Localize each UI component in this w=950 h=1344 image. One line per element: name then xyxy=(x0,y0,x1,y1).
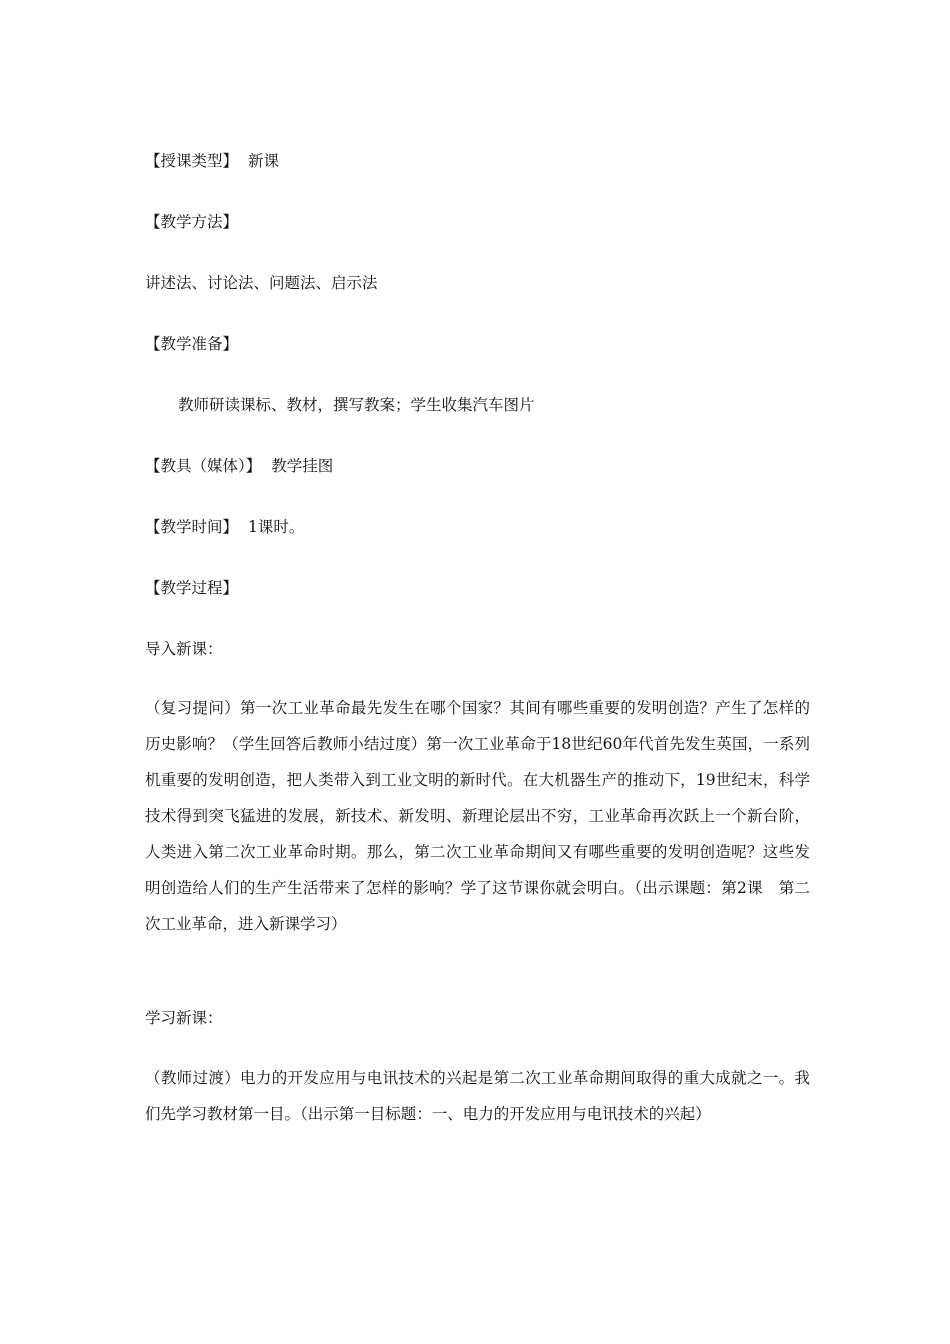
teaching-time-heading: 【教学时间】 xyxy=(145,518,239,536)
teaching-time-value: 1课时。 xyxy=(248,518,305,536)
intro-paragraph: （复习提问）第一次工业革命最先发生在哪个国家？其间有哪些重要的发明创造？产生了怎样的历史影响？（学生回答后教师小结过度）第一次工业革命于18世纪60年代首先发生英国，一系列机重要的发明创造，把人类带入到工业文明的新时代。在大机器生产的推动下，19世纪末，科学技术得到突飞猛进的发展，新技术、新发明、新理论层出不穷，工业革命再次跃上一个新台阶，人类进入第二次工业革命时期。那么，第二次工业革命期间又有哪些重要的发明创造呢？这些发明创造给人们的生产生活带来了怎样的影响？学了这节课你就会明白。（出示课题：第2课 第二次工业革命，进入新课学习） xyxy=(145,699,810,933)
teaching-prep-value: 教师研读课标、教材，撰写教案；学生收集汽车图片 xyxy=(178,396,535,414)
teaching-method-value: 讲述法、讨论法、问题法、启示法 xyxy=(145,274,378,292)
intro-label: 导入新课： xyxy=(145,640,223,658)
teaching-process-heading: 【教学过程】 xyxy=(145,579,239,597)
learn-paragraph: （教师过渡）电力的开发应用与电讯技术的兴起是第二次工业革命期间取得的重大成就之一。我们先学习教材第一目。（出示第一目标题：一、电力的开发应用与电讯技术的兴起） xyxy=(145,1069,810,1123)
lesson-type-line xyxy=(145,151,810,171)
teaching-method-heading: 【教学方法】 xyxy=(145,213,239,231)
lesson-type-heading: 【授课类型】 xyxy=(145,152,239,170)
teaching-tools-line xyxy=(145,456,810,476)
teaching-prep-heading: 【教学准备】 xyxy=(145,335,239,353)
lesson-type-value: 新课 xyxy=(248,152,280,170)
teaching-time-line xyxy=(145,517,810,537)
teaching-tools-heading: 【教具（媒体）】 xyxy=(145,457,262,475)
teaching-tools-value: 教学挂图 xyxy=(271,457,334,475)
learn-label: 学习新课： xyxy=(145,1009,223,1027)
